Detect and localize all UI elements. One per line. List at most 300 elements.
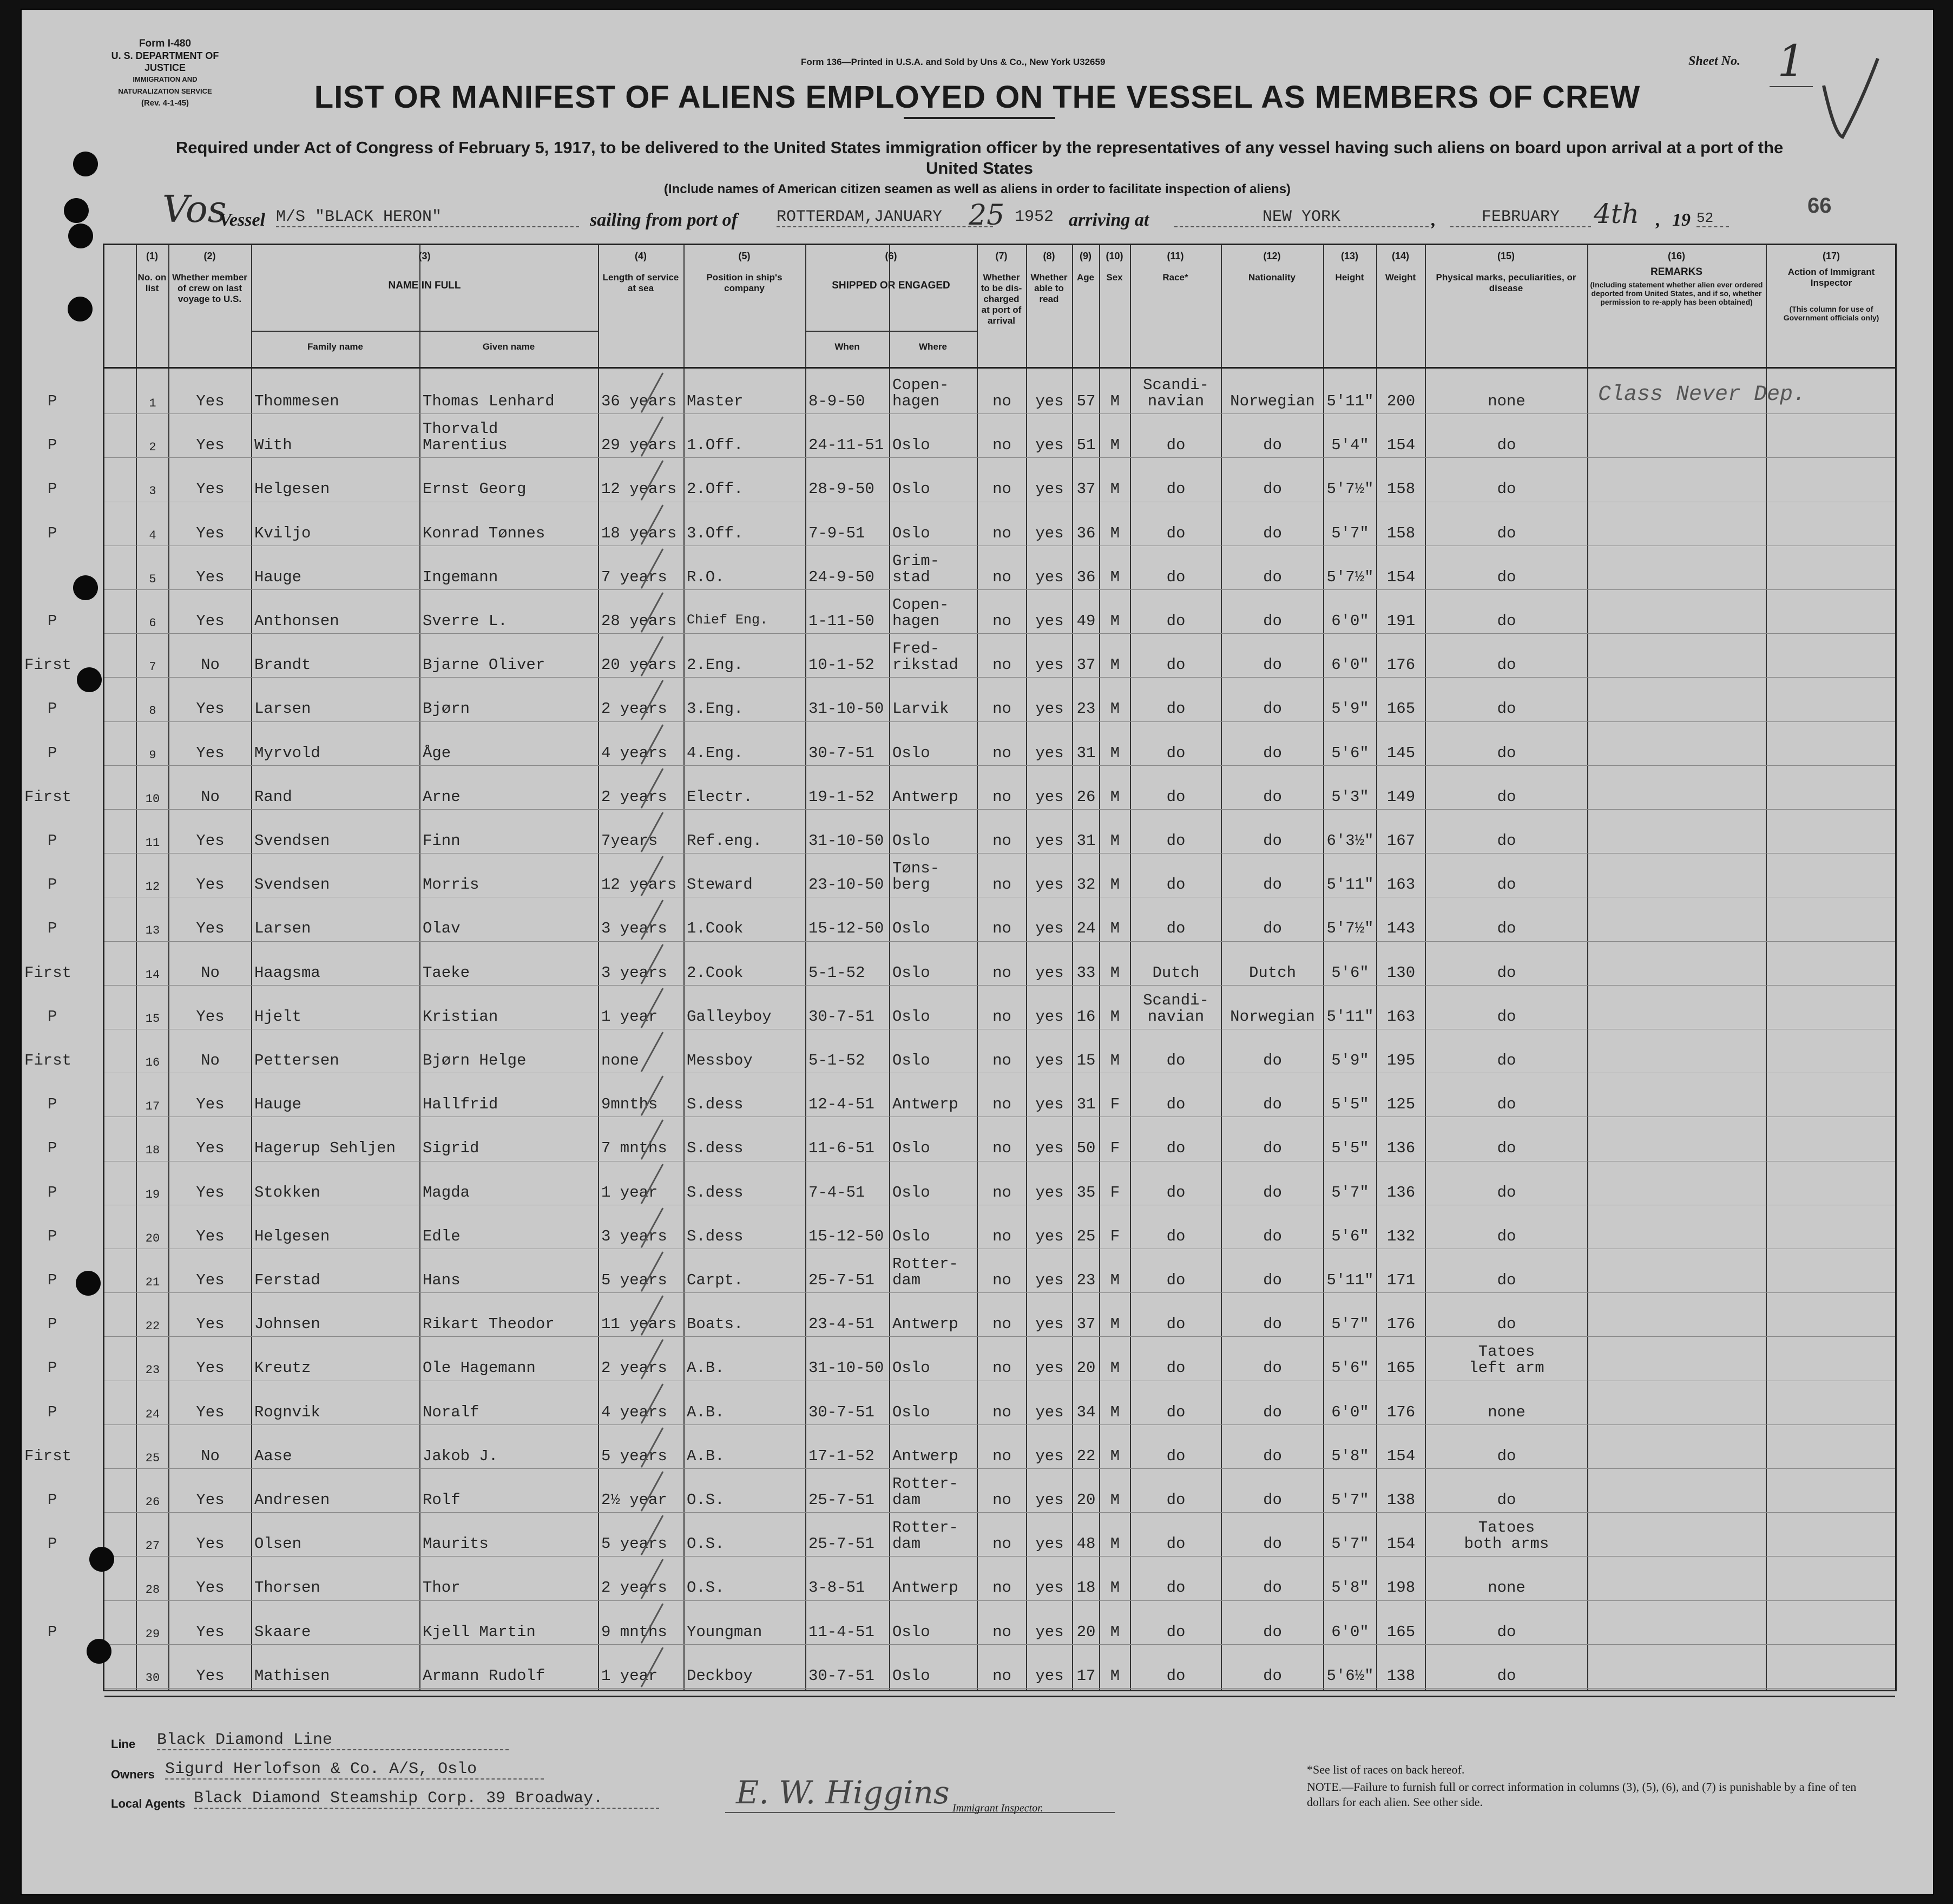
punch-hole [64,198,89,223]
column-header: Position in ship's company [706,272,782,293]
cell-no: 12 [145,880,160,894]
table-row [104,1426,1895,1469]
cell-family: Hagerup Sehljen [254,1139,396,1158]
cell-age: 57 [1076,392,1096,410]
cell-where: Fred- rikstad [892,640,958,674]
cell-age: 37 [1076,480,1096,498]
cell-race: do [1166,568,1186,586]
cell-sex: M [1110,1579,1120,1597]
cell-read: yes [1035,1315,1064,1334]
cell-disch: no [992,1359,1011,1377]
cell-nat: do [1263,480,1282,498]
column-number: (16) [1667,251,1685,261]
cell-last: Yes [196,1095,225,1114]
cell-height: 6'0" [1331,656,1369,674]
sailing-day: 25 [969,199,1005,232]
cell-nat: do [1263,1052,1282,1069]
cell-no: 21 [145,1276,160,1289]
margin-mark: P [48,920,57,938]
revision: (Rev. 4-1-45) [141,99,189,108]
cell-position: Chief Eng. [687,612,768,628]
cell-sex: M [1110,1666,1120,1685]
tally-mark-icon [636,1162,668,1206]
column-number: (15) [1497,251,1515,261]
cell-race: do [1166,920,1186,938]
cell-read: yes [1035,787,1064,806]
cell-position: O.S. [687,1535,725,1553]
cell-weight: 138 [1386,1491,1416,1509]
cell-marks: none [1488,1579,1525,1597]
cell-family: Ferstad [254,1271,320,1289]
cell-weight: 154 [1386,568,1416,586]
cell-read: yes [1035,524,1064,542]
column-number: (14) [1391,251,1409,261]
cell-family: Hauge [254,1095,302,1114]
cell-service: 1 year [601,1183,658,1202]
cell-age: 31 [1076,1095,1096,1114]
cell-disch: no [992,1579,1011,1597]
cell-no: 11 [145,836,160,850]
cell-weight: 163 [1386,876,1416,894]
tally-mark-icon [636,1513,668,1557]
cell-last: Yes [196,700,225,718]
cell-service: 4 years [601,1403,667,1421]
cell-sex: M [1110,1403,1120,1421]
cell-last: No [201,1447,220,1465]
cell-no: 28 [145,1583,160,1597]
cell-disch: no [992,1315,1011,1334]
cell-race: do [1166,656,1186,674]
cell-sex: M [1110,1623,1120,1641]
cell-family: Thommesen [254,392,339,410]
cell-when: 25-7-51 [808,1491,874,1509]
cell-last: Yes [196,1007,225,1026]
cell-given: Bjørn [423,700,470,718]
cell-service: 1 year [601,1007,658,1026]
table-row [104,986,1895,1030]
margin-mark: P [48,832,57,850]
cell-disch: no [992,1491,1011,1509]
cell-nat: do [1263,1183,1282,1202]
tally-mark-icon [636,723,668,766]
margin-mark: First [24,656,72,674]
cell-when: 19-1-52 [808,787,874,806]
cell-given: Kjell Martin [423,1623,536,1641]
cell-weight: 154 [1386,436,1416,455]
cell-sex: M [1110,392,1120,410]
cell-weight: 191 [1386,612,1416,630]
table-row [104,854,1895,898]
table-row [104,1206,1895,1250]
column-number: (5) [738,251,751,261]
cell-disch: no [992,1403,1011,1421]
cell-race: do [1166,1359,1186,1377]
cell-no: 29 [145,1627,160,1641]
cell-no: 22 [145,1319,160,1334]
cell-race: do [1166,1315,1186,1334]
cell-age: 23 [1076,1271,1096,1289]
cell-sex: M [1110,612,1120,630]
cell-sex: M [1110,524,1120,542]
cell-race: do [1166,744,1186,762]
cell-service: 28 years [601,612,677,630]
cell-family: Svendsen [254,832,330,850]
cell-family: Helgesen [254,1227,330,1245]
cell-weight: 176 [1386,656,1416,674]
races-note: *See list of races on back hereof. [1307,1763,1465,1776]
cell-height: 5'7" [1331,524,1369,542]
cell-age: 31 [1076,832,1096,850]
cell-last: Yes [196,568,225,586]
cell-family: Thorsen [254,1579,320,1597]
cell-height: 5'7" [1331,1183,1369,1202]
cell-given: Hallfrid [423,1095,498,1114]
cell-position: O.S. [687,1579,725,1597]
cell-position: Youngman [687,1623,762,1641]
cell-no: 7 [149,660,156,674]
tally-mark-icon [636,898,668,942]
cell-weight: 171 [1386,1271,1416,1289]
cell-no: 15 [145,1012,160,1026]
cell-weight: 195 [1386,1052,1416,1069]
cell-last: No [201,787,220,806]
cell-when: 31-10-50 [808,700,884,718]
cell-read: yes [1035,1183,1064,1202]
cell-read: yes [1035,1535,1064,1553]
tally-mark-icon [636,986,668,1030]
cell-service: 2 years [601,1579,667,1597]
cell-marks: do [1497,1183,1516,1202]
cell-race: do [1166,832,1186,850]
cell-no: 25 [145,1451,160,1465]
cell-when: 5-1-52 [808,1052,865,1069]
column-header: SHIPPED OR ENGAGED [832,280,950,291]
cell-disch: no [992,1666,1011,1685]
cell-given: Ingemann [423,568,498,586]
cell-position: 1.Off. [687,436,744,455]
cell-last: Yes [196,480,225,498]
column-header: Sex [1106,272,1123,283]
cell-age: 24 [1076,920,1096,938]
penalty-note: NOTE.—Failure to furnish full or correct information in columns (3), (5), (6), and (7) is punishable by a fine of ten dollars for each alien. See other side. [1307,1780,1857,1809]
cell-where: Grim- stad [892,551,940,586]
tally-mark-icon [636,854,668,898]
cell-where: Copen- hagen [892,596,949,630]
cell-disch: no [992,1007,1011,1026]
cell-no: 26 [145,1495,160,1509]
cell-where: Antwerp [892,1095,958,1114]
cell-age: 17 [1076,1666,1096,1685]
vos-mark: Vos [162,188,227,231]
arriving-at: NEW YORK [1174,208,1429,227]
cell-height: 6'0" [1331,612,1369,630]
cell-age: 48 [1076,1535,1096,1553]
cell-position: Electr. [687,787,753,806]
cell-where: Antwerp [892,1447,958,1465]
cell-sex: M [1110,832,1120,850]
margin-mark: P [48,1315,57,1334]
cell-read: yes [1035,1623,1064,1641]
cell-when: 8-9-50 [808,392,865,410]
cell-position: 2.Eng. [687,656,744,674]
punch-hole [89,1547,114,1572]
cell-service: 7years [601,832,658,850]
cell-disch: no [992,1447,1011,1465]
cell-no: 14 [145,968,160,982]
cell-position: Steward [687,876,753,894]
margin-mark: P [48,1183,57,1202]
cell-service: 20 years [601,656,677,674]
column-number: (9) [1080,251,1091,261]
cell-where: Oslo [892,436,930,455]
cell-race: do [1166,1227,1186,1245]
line-value: Black Diamond Line [157,1731,509,1750]
cell-marks: do [1497,524,1516,542]
cell-read: yes [1035,920,1064,938]
cell-when: 31-10-50 [808,832,884,850]
cell-given: Maurits [423,1535,489,1553]
cell-disch: no [992,392,1011,410]
cell-read: yes [1035,1403,1064,1421]
cell-given: Rikart Theodor [423,1315,555,1334]
cell-position: Boats. [687,1315,744,1334]
cell-height: 5'7½" [1326,480,1374,498]
tally-mark-icon [636,634,668,678]
table-row [104,1074,1895,1118]
cell-position: Deckboy [687,1666,753,1685]
cell-marks: do [1497,787,1516,806]
cell-when: 24-9-50 [808,568,874,586]
cell-nat: do [1263,1315,1282,1334]
cell-race: do [1166,1183,1186,1202]
cell-where: Larvik [892,700,949,718]
cell-read: yes [1035,1579,1064,1597]
cell-read: yes [1035,700,1064,718]
cell-given: Taeke [423,963,470,982]
cell-service: 2 years [601,787,667,806]
cell-weight: 154 [1386,1535,1416,1553]
cell-no: 20 [145,1231,160,1245]
cell-weight: 136 [1386,1183,1416,1202]
cell-height: 5'7" [1331,1535,1369,1553]
column-number: (10) [1106,251,1123,261]
form-number: Form I-480 [139,38,192,49]
column-header: Whether able to read [1030,272,1068,304]
table-row [104,1118,1895,1161]
cell-service: 5 years [601,1535,667,1553]
cell-disch: no [992,656,1011,674]
table-row [104,942,1895,986]
cell-given: Jakob J. [423,1447,498,1465]
cell-when: 15-12-50 [808,1227,884,1245]
cell-when: 10-1-52 [808,656,874,674]
cell-marks: do [1497,744,1516,762]
cell-disch: no [992,524,1011,542]
cell-race: do [1166,612,1186,630]
cell-sex: M [1110,787,1120,806]
inspector-label: Immigrant Inspector. [952,1802,1043,1814]
margin-mark: P [48,1139,57,1158]
cell-when: 11-6-51 [808,1139,874,1158]
margin-mark: P [48,1007,57,1026]
cell-where: Oslo [892,963,930,982]
column-note: (This column for use of Government officials only) [1783,305,1879,322]
table-row [104,547,1895,590]
cell-race: do [1166,1095,1186,1114]
cell-where: Rotter- dam [892,1255,958,1289]
margin-mark: P [48,1403,57,1421]
cell-nat: do [1263,1359,1282,1377]
cell-position: 2.Cook [687,963,744,982]
inspector-signature: E. W. Higgins [736,1774,950,1811]
cell-last: Yes [196,1535,225,1553]
cell-service: 5 years [601,1271,667,1289]
column-number: (3) [418,251,431,261]
cell-service: 3 years [601,1227,667,1245]
cell-marks: do [1497,1666,1516,1685]
tally-mark-icon [636,1645,668,1689]
cell-where: Oslo [892,1227,930,1245]
cell-no: 10 [145,792,160,806]
cell-given: Thomas Lenhard [423,392,555,410]
tally-mark-icon [636,810,668,854]
cell-race: do [1166,1535,1186,1553]
column-number: (4) [635,251,647,261]
cell-position: 4.Eng. [687,744,744,762]
cell-weight: 149 [1386,787,1416,806]
cell-no: 13 [145,924,160,938]
cell-no: 19 [145,1187,160,1202]
column-header: Height [1335,272,1364,283]
cell-when: 31-10-50 [808,1359,884,1377]
cell-last: Yes [196,524,225,542]
cell-weight: 176 [1386,1403,1416,1421]
cell-where: Oslo [892,1359,930,1377]
table-row [104,766,1895,810]
cell-when: 15-12-50 [808,920,884,938]
cell-age: 20 [1076,1491,1096,1509]
cell-read: yes [1035,1052,1064,1069]
cell-service: 4 years [601,744,667,762]
cell-read: yes [1035,832,1064,850]
cell-age: 35 [1076,1183,1096,1202]
cell-family: Svendsen [254,876,330,894]
cell-marks: do [1497,1623,1516,1641]
cell-when: 30-7-51 [808,1007,874,1026]
table-row [104,1337,1895,1381]
cell-sex: M [1110,1491,1120,1509]
cell-race: Dutch [1152,963,1200,982]
cell-marks: do [1497,963,1516,982]
cell-family: Larsen [254,920,311,938]
cell-service: 3 years [601,920,667,938]
cell-position: A.B. [687,1447,725,1465]
table-row [104,634,1895,678]
cell-family: Haagsma [254,963,320,982]
cell-no: 2 [149,441,156,455]
margin-mark: P [48,1491,57,1509]
cell-height: 6'0" [1331,1403,1369,1421]
tally-mark-icon [636,590,668,634]
cell-last: Yes [196,612,225,630]
cell-family: Andresen [254,1491,330,1509]
cell-position: 3.Eng. [687,700,744,718]
cell-age: 49 [1076,612,1096,630]
tally-mark-icon [636,1557,668,1601]
tally-mark-icon [636,1382,668,1426]
cell-disch: no [992,1139,1011,1158]
cell-family: Stokken [254,1183,320,1202]
cell-sex: M [1110,1052,1120,1069]
cell-no: 16 [145,1056,160,1069]
cell-no: 17 [145,1100,160,1114]
cell-position: Carpt. [687,1271,744,1289]
cell-marks: do [1497,876,1516,894]
column-number: (11) [1167,251,1184,261]
tally-mark-icon [636,1250,668,1294]
cell-weight: 143 [1386,920,1416,938]
cell-last: Yes [196,1271,225,1289]
requirement-text: Required under Act of Congress of February 5, 1917, to be delivered to the United States immigration officer by the representatives of any vessel having such aliens on board upon arrival at a port of the United States [175,138,1784,178]
cell-where: Oslo [892,524,930,542]
sailing-label: sailing from port of [590,210,738,230]
cell-last: Yes [196,1491,225,1509]
cell-no: 18 [145,1144,160,1158]
cell-where: Copen- hagen [892,376,949,410]
cell-read: yes [1035,436,1064,455]
cell-disch: no [992,436,1011,455]
year-prefix: 19 [1672,210,1691,230]
cell-read: yes [1035,744,1064,762]
cell-where: Oslo [892,1666,930,1685]
cell-marks: do [1497,1052,1516,1069]
cell-given: Thor [423,1579,461,1597]
cell-family: Aase [254,1447,292,1465]
cell-age: 20 [1076,1623,1096,1641]
cell-position: S.dess [687,1183,744,1202]
tally-mark-icon [636,1469,668,1513]
cell-position: S.dess [687,1095,744,1114]
cell-given: Magda [423,1183,470,1202]
cell-nat: do [1263,1491,1282,1509]
cell-service: 9mnths [601,1095,658,1114]
cell-where: Oslo [892,920,930,938]
tally-mark-icon [636,942,668,986]
cell-age: 32 [1076,876,1096,894]
cell-last: Yes [196,920,225,938]
cell-disch: no [992,568,1011,586]
column-header: Nationality [1248,272,1296,283]
cell-when: 11-4-51 [808,1623,874,1641]
cell-disch: no [992,832,1011,850]
cell-marks: do [1497,1271,1516,1289]
cell-position: S.dess [687,1227,744,1245]
cell-disch: no [992,963,1011,982]
cell-when: 25-7-51 [808,1271,874,1289]
cell-last: Yes [196,1183,225,1202]
cell-nat: do [1263,1227,1282,1245]
cell-age: 51 [1076,436,1096,455]
cell-read: yes [1035,1271,1064,1289]
cell-family: Larsen [254,700,311,718]
cell-given: Morris [423,876,479,894]
cell-family: Skaare [254,1623,311,1641]
cell-service: 18 years [601,524,677,542]
table-row [104,1469,1895,1513]
cell-disch: no [992,1052,1011,1069]
column-number: (7) [995,251,1008,261]
table-row [104,1030,1895,1074]
